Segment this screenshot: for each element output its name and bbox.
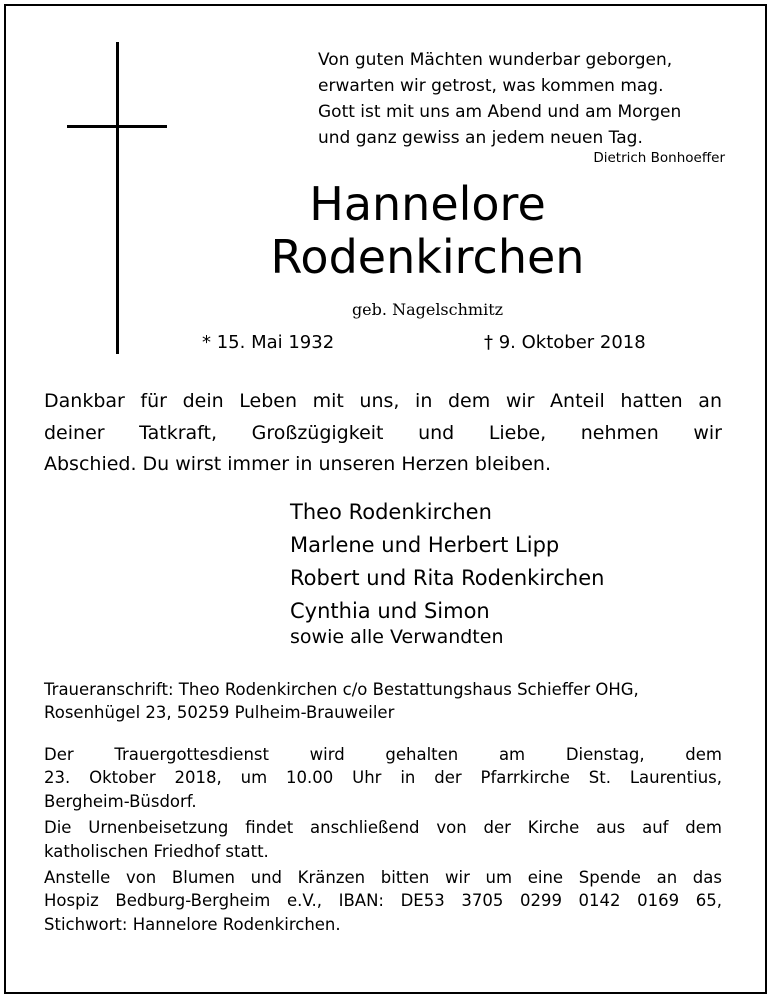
thanks-line: Dankbar für dein Leben mit uns, in dem wir Anteil hatten an — [44, 390, 722, 412]
burial-line: katholischen Friedhof statt. — [44, 841, 269, 861]
thanks-paragraph — [44, 386, 722, 481]
relatives-line: sowie alle Verwandten — [290, 626, 504, 648]
death-date: † 9. Oktober 2018 — [484, 332, 646, 353]
thanks-line: deiner Tatkraft, Großzügigkeit und Liebe, nehmen wir — [44, 421, 722, 444]
address-line: Rosenhügel 23, 50259 Pulheim-Brauweiler — [44, 703, 395, 722]
cross-horizontal-bar — [67, 125, 167, 128]
service-line: 23. Oktober 2018, um 10.00 Uhr in der Pfarrkirche St. Laurentius, — [44, 768, 722, 788]
poem-line: Von guten Mächten wunderbar geborgen, — [318, 50, 673, 70]
poem — [318, 47, 681, 151]
mourner-name: Robert und Rita Rodenkirchen — [290, 566, 605, 590]
address-line: Traueranschrift: Theo Rodenkirchen c/o Bestattungshaus Schieffer OHG, — [44, 680, 639, 699]
mourners-list — [290, 496, 604, 628]
service-line: Bergheim-Büsdorf. — [44, 791, 197, 811]
mourning-address — [44, 678, 639, 724]
service-line: Der Trauergottesdienst wird gehalten am Dienstag, dem — [44, 745, 722, 764]
donation-line: Anstelle von Blumen und Kränzen bitten wir um eine Spende an das — [44, 868, 722, 888]
birth-date: * 15. Mai 1932 — [202, 332, 335, 353]
thanks-line: Abschied. Du wirst immer in unseren Herzen bleiben. — [44, 453, 551, 475]
poem-line: und ganz gewiss an jedem neuen Tag. — [318, 128, 643, 148]
mourner-name: Cynthia und Simon — [290, 599, 490, 623]
donation-line: Stichwort: Hannelore Rodenkirchen. — [44, 914, 341, 934]
poem-line: Gott ist mit uns am Abend und am Morgen — [318, 102, 682, 122]
donation-line: Hospiz Bedburg-Bergheim e.V., IBAN: DE53 3705 0299 0142 0169 65, — [44, 891, 722, 911]
maiden-name: geb. Nagelschmitz — [351, 300, 504, 319]
deceased-first-name: Hannelore — [309, 177, 546, 231]
mourner-name: Theo Rodenkirchen — [290, 500, 492, 524]
mourner-name: Marlene und Herbert Lipp — [290, 533, 560, 557]
burial-line: Die Urnenbeisetzung findet anschließend von der Kirche aus auf dem — [44, 818, 722, 838]
deceased-last-name: Rodenkirchen — [270, 230, 585, 284]
poem-author: Dietrich Bonhoeffer — [593, 150, 725, 166]
poem-line: erwarten wir getrost, was kommen mag. — [318, 76, 664, 96]
funeral-info — [44, 743, 722, 936]
